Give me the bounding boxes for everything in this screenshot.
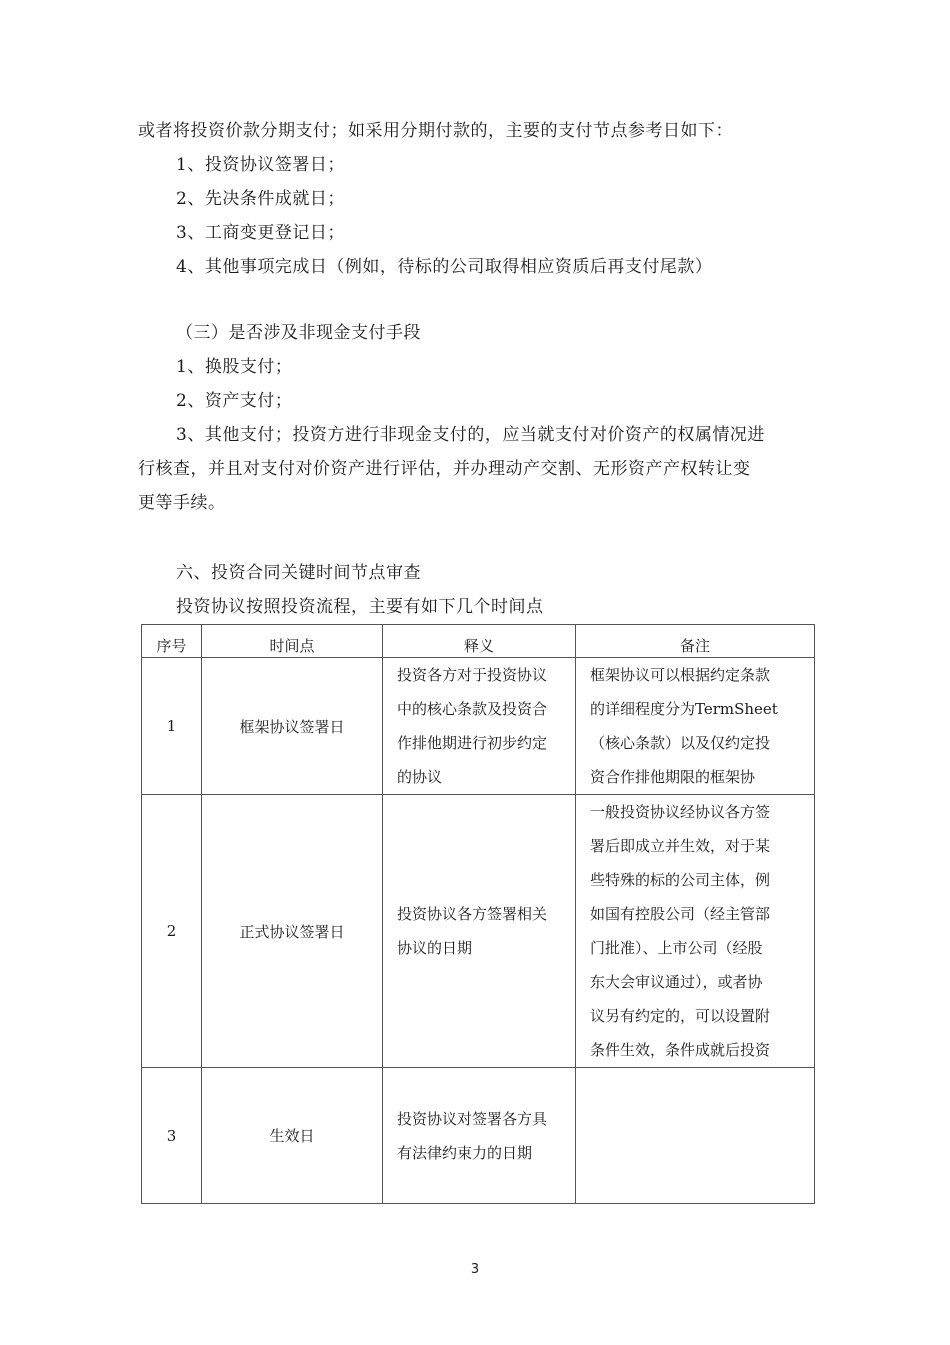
cell-no: 1 (142, 658, 202, 795)
table-header-row (142, 625, 815, 658)
paragraph-other-payment-line-2: 行核查，并且对支付对价资产进行评估，并办理动产交割、无形资产产权转让变 (138, 459, 751, 479)
cell-line: （核心条款）以及仅约定投 (590, 734, 771, 752)
cell-note (576, 795, 815, 1068)
list-item-payment-node-2: 2、先决条件成就日； (176, 189, 345, 209)
cell-time-point: 生效日 (202, 1068, 383, 1204)
cell-note (576, 658, 815, 795)
cell-line: 协议的日期 (397, 939, 473, 957)
cell-no: 2 (142, 795, 202, 1068)
cell-meaning (383, 795, 576, 1068)
table-row (142, 658, 815, 795)
cell-line: 中的核心条款及投资合 (397, 700, 548, 718)
cell-note (576, 1068, 815, 1204)
cell-line: 如国有控股公司（经主管部 (590, 905, 771, 923)
cell-line: 门批准）、上市公司（经股 (590, 939, 763, 957)
cell-line: 作排他期进行初步约定 (397, 734, 548, 752)
cell-line: 一般投资协议经协议各方签 (590, 803, 771, 821)
cell-line: 条件生效，条件成就后投资 (590, 1041, 771, 1059)
time-nodes-table (141, 624, 815, 1204)
cell-line: 的协议 (397, 768, 443, 786)
paragraph-other-payment-line-1: 3、其他支付；投资方进行非现金支付的，应当就支付对价资产的权属情况进 (176, 425, 765, 445)
cell-meaning (383, 1068, 576, 1204)
cell-no: 3 (142, 1068, 202, 1204)
list-item-payment-node-3: 3、工商变更登记日； (176, 223, 345, 243)
section-heading-key-time-nodes: 六、投资合同关键时间节点审查 (176, 563, 421, 583)
cell-line: 些特殊的标的公司主体，例 (590, 871, 771, 889)
paragraph-installment-intro: 或者将投资价款分期支付；如采用分期付款的，主要的支付节点参考日如下： (138, 121, 733, 141)
cell-line: 资合作排他期限的框架协 (590, 768, 756, 786)
cell-time-point: 正式协议签署日 (202, 795, 383, 1068)
cell-time-point: 框架协议签署日 (202, 658, 383, 795)
list-item-payment-node-1: 1、投资协议签署日； (176, 155, 345, 175)
list-item-share-swap: 1、换股支付； (176, 357, 293, 377)
cell-line: 投资各方对于投资协议 (397, 666, 548, 684)
list-item-payment-node-4: 4、其他事项完成日（例如，待标的公司取得相应资质后再支付尾款） (176, 257, 713, 277)
header-meaning: 释义 (383, 625, 576, 658)
cell-line: 投资协议对签署各方具 (397, 1109, 548, 1128)
header-no: 序号 (142, 625, 202, 658)
cell-meaning (383, 658, 576, 795)
page-number: 3 (470, 1262, 480, 1277)
header-time-point: 时间点 (202, 625, 383, 658)
cell-line: 框架协议可以根据约定条款 (590, 666, 771, 684)
section-heading-noncash-payment: （三）是否涉及非现金支付手段 (176, 323, 421, 343)
table-row (142, 795, 815, 1068)
header-note: 备注 (576, 625, 815, 658)
cell-line: 有法律约束力的日期 (397, 1143, 533, 1162)
paragraph-other-payment-line-3: 更等手续。 (138, 493, 226, 513)
cell-line: 投资协议各方签署相关 (397, 905, 548, 923)
cell-line: 东大会审议通过），或者协 (590, 973, 763, 991)
cell-line: 的详细程度分为TermSheet (590, 700, 778, 718)
cell-line: 署后即成立并生效，对于某 (590, 837, 771, 855)
paragraph-time-nodes-intro: 投资协议按照投资流程，主要有如下几个时间点 (176, 597, 544, 617)
table-row (142, 1068, 815, 1204)
cell-line: 议另有约定的，可以设置附 (590, 1007, 771, 1025)
list-item-asset-payment: 2、资产支付； (176, 391, 293, 411)
